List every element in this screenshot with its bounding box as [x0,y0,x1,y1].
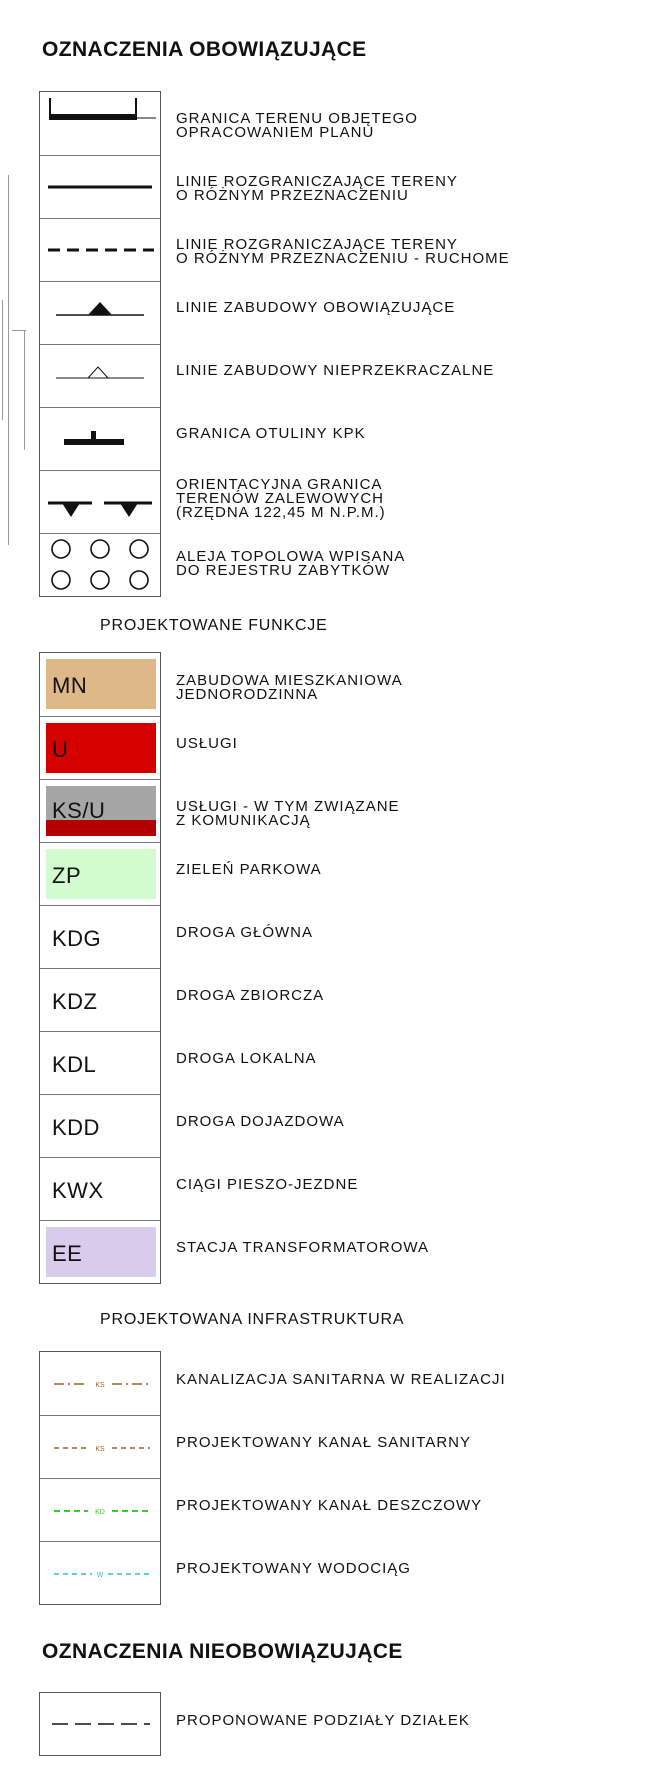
legend-label: DROGA ZBIORCZA [176,987,325,1004]
infrastructure-section-title: PROJEKTOWANA INFRASTRUKTURA [100,1311,405,1328]
swatch-kdl [40,1031,160,1094]
legend-label: STACJA TRANSFORMATOROWA [176,1239,430,1256]
kpk-boundary-icon [40,407,160,470]
long-dash-line-icon [40,1693,160,1755]
water-supply-line-icon [40,1541,160,1604]
legend-label: LINIE ROZGRANICZAJĄCE TERENY O RÓŻNYM PRZEZNACZENIU [176,173,458,204]
dashed-line-icon [40,218,160,281]
zone-code: KDG [52,926,102,951]
legend-label: LINIE ROZGRANICZAJĄCE TERENY O RÓŻNYM PRZEZNACZENIU - RUCHOME [176,236,510,267]
swatch-mn [40,653,160,716]
zone-code: KWX [52,1178,104,1203]
nonbinding-section-title: OZNACZENIA NIEOBOWIĄZUJĄCE [42,1640,403,1663]
map-fragment-line [24,330,25,450]
functions-section-title: PROJEKTOWANE FUNKCJE [100,617,328,634]
legend-label: USŁUGI - W TYM ZWIĄZANE Z KOMUNIKACJĄ [176,798,400,829]
line-tag: KS [95,1446,105,1453]
legend-label: ZABUDOWA MIESZKANIOWA JEDNORODZINNA [176,672,403,703]
nonbinding-legend-box [39,1692,161,1756]
solid-line-icon [40,155,160,218]
legend-label: PROPONOWANE PODZIAŁY DZIAŁEK [176,1712,470,1729]
binding-section-title: OZNACZENIA OBOWIĄZUJĄCE [42,38,367,61]
zone-code: EE [52,1241,83,1266]
legend-label: PROJEKTOWANY KANAŁ SANITARNY [176,1434,472,1451]
outline-triangle-line-icon [40,344,160,407]
legend-label: GRANICA OTULINY KPK [176,425,366,442]
legend-label: GRANICA TERENU OBJĘTEGO OPRACOWANIEM PLANU [176,110,418,141]
zone-code: KDD [52,1115,100,1140]
map-fragment-line [2,300,3,420]
storm-drain-line-icon [40,1478,160,1541]
infrastructure-legend-box [39,1351,161,1605]
legend-label: DROGA GŁÓWNA [176,924,314,941]
legend-label: PROJEKTOWANY WODOCIĄG [176,1560,411,1577]
legend-label: ALEJA TOPOLOWA WPISANA DO REJESTRU ZABYTKÓW [176,548,406,579]
legend-label: ZIELEŃ PARKOWA [176,861,322,878]
zone-code: MN [52,673,88,698]
zone-code: KS/U [52,798,106,823]
legend-label: KANALIZACJA SANITARNA W REALIZACJI [176,1371,506,1388]
swatch-ks-u [40,779,160,842]
swatch-ee [40,1220,160,1283]
line-tag: W [96,1572,104,1579]
legend-label: DROGA DOJAZDOWA [176,1113,345,1130]
binding-legend-box [39,91,161,597]
flood-boundary-icon [40,470,160,533]
swatch-kdg [40,905,160,968]
poplar-alley-icon [40,533,160,596]
functions-legend-box [39,652,161,1284]
zone-code: KDL [52,1052,97,1077]
zone-code: U [52,737,69,762]
filled-triangle-line-icon [40,281,160,344]
legend-label: PROJEKTOWANY KANAŁ DESZCZOWY [176,1497,483,1514]
sanitary-in-progress-line-icon [40,1352,160,1415]
swatch-u [40,716,160,779]
swatch-kwx [40,1157,160,1220]
zone-code: ZP [52,863,82,888]
legend-label: USŁUGI [176,735,238,752]
zone-code: KDZ [52,989,98,1014]
line-tag: KD [95,1509,105,1516]
swatch-zp [40,842,160,905]
swatch-kdd [40,1094,160,1157]
legend-label: DROGA LOKALNA [176,1050,317,1067]
map-fragment-line [8,175,9,545]
legend-label: CIĄGI PIESZO-JEZDNE [176,1176,359,1193]
swatch-kdz [40,968,160,1031]
legend-label: LINIE ZABUDOWY NIEPRZEKRACZALNE [176,362,495,379]
sanitary-planned-line-icon [40,1415,160,1478]
legend-label: ORIENTACYJNA GRANICA TERENÓW ZALEWOWYCH (RZĘDNA 122,45 M N.P.M.) [176,476,386,521]
legend-label: LINIE ZABUDOWY OBOWIĄZUJĄCE [176,299,456,316]
line-tag: KS [95,1382,105,1389]
boundary-plan-icon [40,92,160,155]
